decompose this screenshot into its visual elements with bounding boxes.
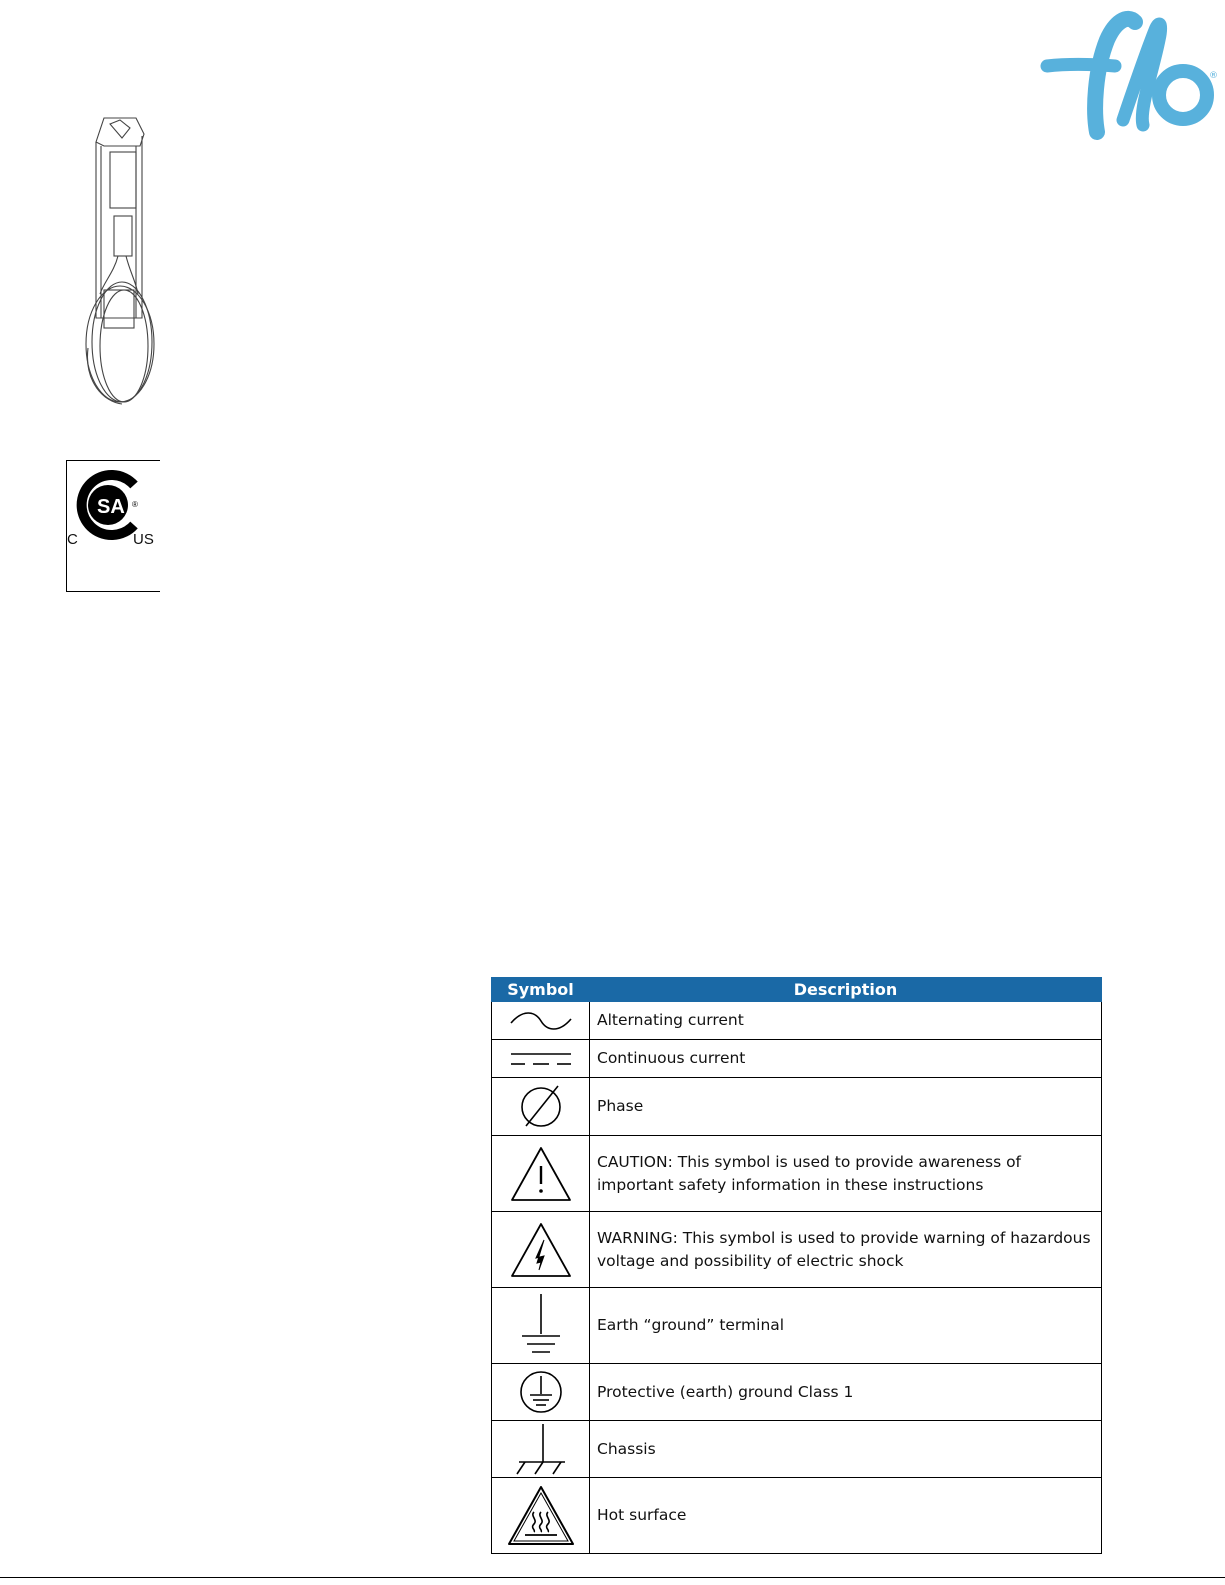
description-cell: Chassis xyxy=(590,1421,1102,1478)
symbol-cell xyxy=(492,1364,590,1421)
description-cell: CAUTION: This symbol is used to provide awareness of important safety information in these instructions xyxy=(590,1136,1102,1212)
charging-station-illustration xyxy=(74,112,166,412)
description-column-header: Description xyxy=(590,978,1102,1002)
symbol-column-header: Symbol xyxy=(492,978,590,1002)
symbol-cell xyxy=(492,1421,590,1478)
table-row xyxy=(492,1002,1102,1040)
description-cell: Earth “ground” terminal xyxy=(590,1288,1102,1364)
table-row xyxy=(492,1478,1102,1554)
svg-text:®: ® xyxy=(132,500,138,509)
table-row xyxy=(492,1040,1102,1078)
symbol-cell xyxy=(492,1212,590,1288)
hot-surface-icon xyxy=(505,1484,577,1548)
symbol-table xyxy=(491,977,1102,1554)
flo-logo xyxy=(1035,0,1225,150)
description-cell: Protective (earth) ground Class 1 xyxy=(590,1364,1102,1421)
description-cell: Alternating current xyxy=(590,1002,1102,1040)
symbol-cell xyxy=(492,1136,590,1212)
table-row xyxy=(492,1212,1102,1288)
symbol-cell xyxy=(492,1040,590,1078)
table-row xyxy=(492,1288,1102,1364)
protective-ground-icon xyxy=(517,1368,565,1416)
continuous-current-icon xyxy=(509,1047,573,1071)
symbol-cell xyxy=(492,1478,590,1554)
warning-shock-icon xyxy=(508,1220,574,1280)
table-row xyxy=(492,1078,1102,1136)
chassis-icon xyxy=(513,1422,569,1476)
table-header-row xyxy=(492,978,1102,1002)
phase-icon xyxy=(516,1082,566,1132)
csa-us-label: US xyxy=(133,531,154,548)
caution-icon xyxy=(508,1144,574,1204)
earth-ground-icon xyxy=(516,1292,566,1360)
symbol-cell xyxy=(492,1288,590,1364)
table-row xyxy=(492,1421,1102,1478)
csa-certification-mark xyxy=(66,460,160,592)
description-cell: Phase xyxy=(590,1078,1102,1136)
symbol-cell xyxy=(492,1078,590,1136)
svg-text:SA: SA xyxy=(97,496,125,518)
csa-c-label: C xyxy=(67,531,78,548)
table-row xyxy=(492,1136,1102,1212)
svg-text:®: ® xyxy=(1209,71,1218,81)
description-cell: Continuous current xyxy=(590,1040,1102,1078)
table-row xyxy=(492,1364,1102,1421)
footer-divider xyxy=(0,1577,1225,1578)
description-cell: Hot surface xyxy=(590,1478,1102,1554)
alternating-current-icon xyxy=(509,1009,573,1033)
description-cell: WARNING: This symbol is used to provide warning of hazardous voltage and possibility of electric shock xyxy=(590,1212,1102,1288)
symbol-cell xyxy=(492,1002,590,1040)
